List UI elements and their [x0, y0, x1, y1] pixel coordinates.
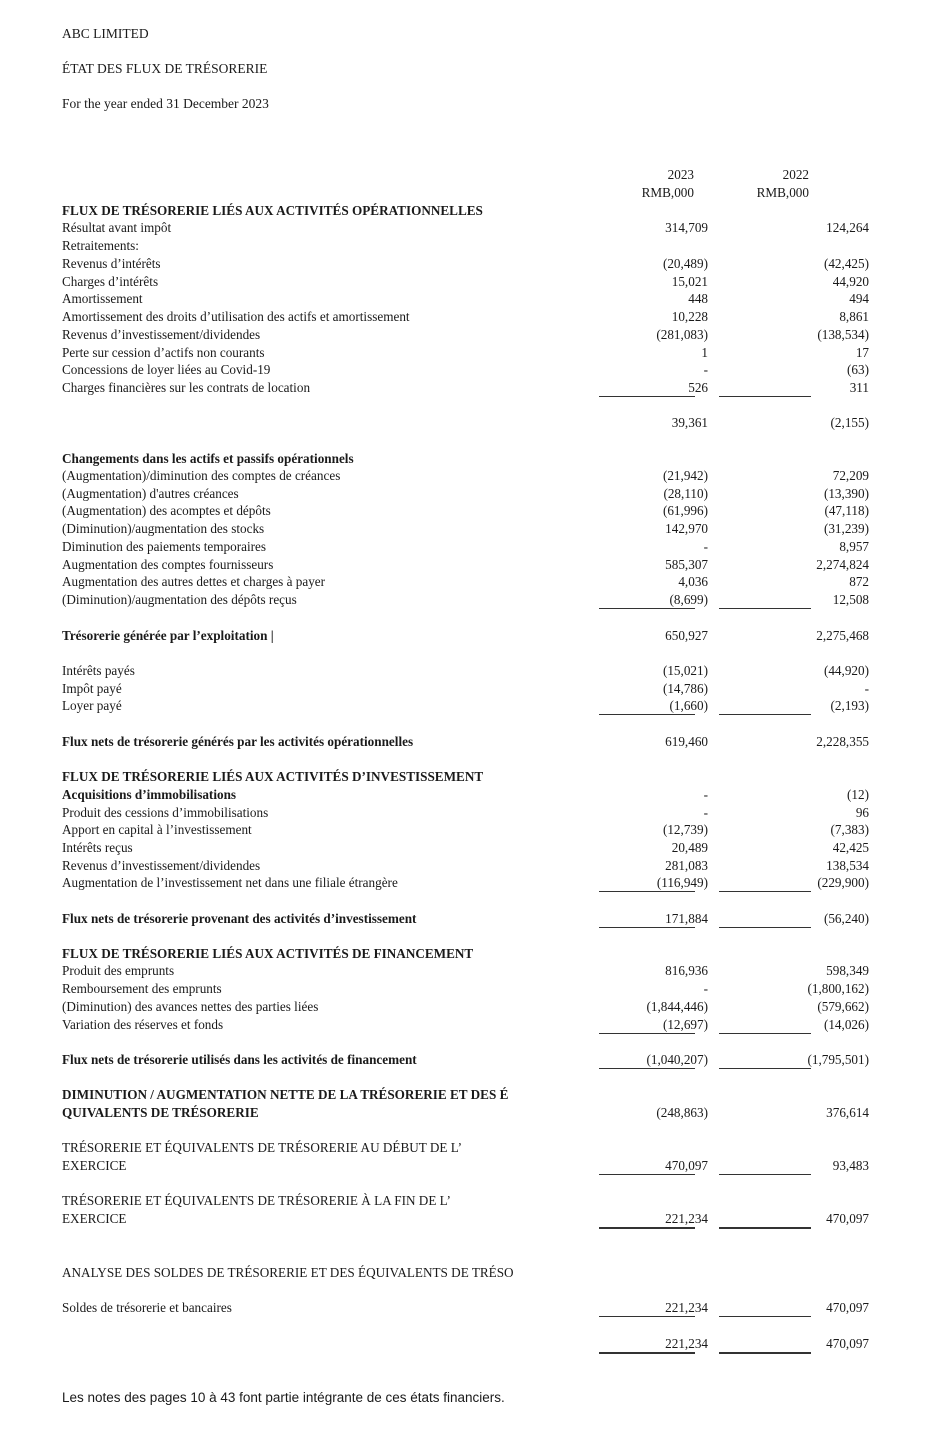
table-row: Charges financières sur les contrats de location 526 311 — [62, 380, 869, 395]
table-row: (Diminution)/augmentation des dépôts reçus (8,699) 12,508 — [62, 592, 869, 607]
column-header-2022-unit: RMB,000 — [756, 185, 809, 200]
net-change-label-line1: DIMINUTION / AUGMENTATION NETTE DE LA TRÉSORERIE ET DES É — [62, 1087, 509, 1102]
analysis-heading: ANALYSE DES SOLDES DE TRÉSORERIE ET DES ÉQUIVALENTS DE TRÉSO — [62, 1265, 514, 1280]
table-row: Augmentation des comptes fournisseurs 585,307 2,274,824 — [62, 557, 869, 572]
underline — [599, 927, 695, 928]
underline — [719, 1174, 811, 1175]
closing-label-line1: TRÉSORERIE ET ÉQUIVALENTS DE TRÉSORERIE À LA FIN DE L’ — [62, 1193, 451, 1208]
column-header-2022-year: 2022 — [782, 167, 809, 182]
table-row: Acquisitions d’immobilisations - (12) — [62, 787, 869, 802]
company-name: ABC LIMITED — [62, 26, 149, 41]
table-row: Loyer payé (1,660) (2,193) — [62, 698, 869, 713]
table-row: Augmentation de l’investissement net dans une filiale étrangère (116,949) (229,900) — [62, 875, 869, 890]
section-heading-working-capital: Changements dans les actifs et passifs opérationnels — [62, 451, 354, 466]
double-underline — [719, 1227, 811, 1229]
underline — [719, 927, 811, 928]
underline — [719, 1068, 811, 1069]
underline — [599, 608, 695, 609]
table-row: Perte sur cession d’actifs non courants 1 17 — [62, 345, 869, 360]
underline — [599, 1068, 695, 1069]
analysis-total-row: 221,234 470,097 — [665, 1336, 869, 1351]
table-row: Augmentation des autres dettes et charges à payer 4,036 872 — [62, 574, 869, 589]
section-heading-investing: FLUX DE TRÉSORERIE LIÉS AUX ACTIVITÉS D’INVESTISSEMENT — [62, 769, 484, 784]
double-underline — [599, 1227, 695, 1229]
table-row: Produit des emprunts 816,936 598,349 — [62, 963, 869, 978]
table-row: Revenus d’intérêts (20,489) (42,425) — [62, 256, 869, 271]
table-row: Amortissement 448 494 — [62, 291, 869, 306]
table-row: (Diminution)/augmentation des stocks 142,970 (31,239) — [62, 521, 869, 536]
footer-note: Les notes des pages 10 à 43 font partie intégrante de ces états financiers. — [62, 1390, 505, 1405]
statement-period: For the year ended 31 December 2023 — [62, 96, 269, 111]
opening-label-line1: TRÉSORERIE ET ÉQUIVALENTS DE TRÉSORERIE AU DÉBUT DE L’ — [62, 1140, 463, 1155]
underline — [599, 714, 695, 715]
adjustments-label: Retraitements: — [62, 238, 139, 253]
underline — [719, 891, 811, 892]
table-row: (Augmentation)/diminution des comptes de créances (21,942) 72,209 — [62, 468, 869, 483]
net-operating-row: Flux nets de trésorerie générés par les activités opérationnelles 619,460 2,228,355 — [62, 734, 869, 749]
table-row: Revenus d’investissement/dividendes 281,083 138,534 — [62, 858, 869, 873]
table-row: (Augmentation) des acomptes et dépôts (61,996) (47,118) — [62, 503, 869, 518]
column-header-2023-unit: RMB,000 — [641, 185, 694, 200]
table-row: Soldes de trésorerie et bancaires 221,234 470,097 — [62, 1300, 869, 1315]
double-underline — [719, 1352, 811, 1354]
underline — [719, 1033, 811, 1034]
underline — [719, 608, 811, 609]
underline — [719, 1316, 811, 1317]
subtotal-row: 39,361 (2,155) — [671, 415, 869, 430]
cash-generated-row: Trésorerie générée par l’exploitation | 650,927 2,275,468 — [62, 628, 869, 643]
table-row: Impôt payé (14,786) - — [62, 681, 869, 696]
table-row: Revenus d’investissement/dividendes (281,083) (138,534) — [62, 327, 869, 342]
double-underline — [599, 1352, 695, 1354]
underline — [599, 1316, 695, 1317]
section-heading-operating: FLUX DE TRÉSORERIE LIÉS AUX ACTIVITÉS OPÉRATIONNELLES — [62, 203, 483, 218]
table-row: Variation des réserves et fonds (12,697) (14,026) — [62, 1017, 869, 1032]
table-row: Remboursement des emprunts - (1,800,162) — [62, 981, 869, 996]
net-investing-row: Flux nets de trésorerie provenant des activités d’investissement 171,884 (56,240) — [62, 911, 869, 926]
table-row: (Augmentation) d'autres créances (28,110) (13,390) — [62, 486, 869, 501]
closing-row: EXERCICE 221,234 470,097 — [62, 1211, 869, 1226]
table-row: Amortissement des droits d’utilisation des actifs et amortissement 10,228 8,861 — [62, 309, 869, 324]
underline — [599, 891, 695, 892]
section-heading-financing: FLUX DE TRÉSORERIE LIÉS AUX ACTIVITÉS DE FINANCEMENT — [62, 946, 474, 961]
underline — [599, 1033, 695, 1034]
opening-row: EXERCICE 470,097 93,483 — [62, 1158, 869, 1173]
table-row: Diminution des paiements temporaires - 8,957 — [62, 539, 869, 554]
table-row: Résultat avant impôt 314,709 124,264 — [62, 220, 869, 235]
table-row: Apport en capital à l’investissement (12,739) (7,383) — [62, 822, 869, 837]
table-row: (Diminution) des avances nettes des parties liées (1,844,446) (579,662) — [62, 999, 869, 1014]
table-row: Charges d’intérêts 15,021 44,920 — [62, 274, 869, 289]
column-header-2023-year: 2023 — [667, 167, 694, 182]
net-financing-row: Flux nets de trésorerie utilisés dans les activités de financement (1,040,207) (1,795,501) — [62, 1052, 869, 1067]
table-row: Intérêts payés (15,021) (44,920) — [62, 663, 869, 678]
table-row: Concessions de loyer liées au Covid-19 - (63) — [62, 362, 869, 377]
table-row: Intérêts reçus 20,489 42,425 — [62, 840, 869, 855]
underline — [719, 396, 811, 397]
underline — [719, 714, 811, 715]
table-row: Produit des cessions d’immobilisations - 96 — [62, 805, 869, 820]
net-change-row: QUIVALENTS DE TRÉSORERIE (248,863) 376,614 — [62, 1105, 869, 1120]
underline — [599, 1174, 695, 1175]
statement-title: ÉTAT DES FLUX DE TRÉSORERIE — [62, 61, 268, 76]
underline — [599, 396, 695, 397]
